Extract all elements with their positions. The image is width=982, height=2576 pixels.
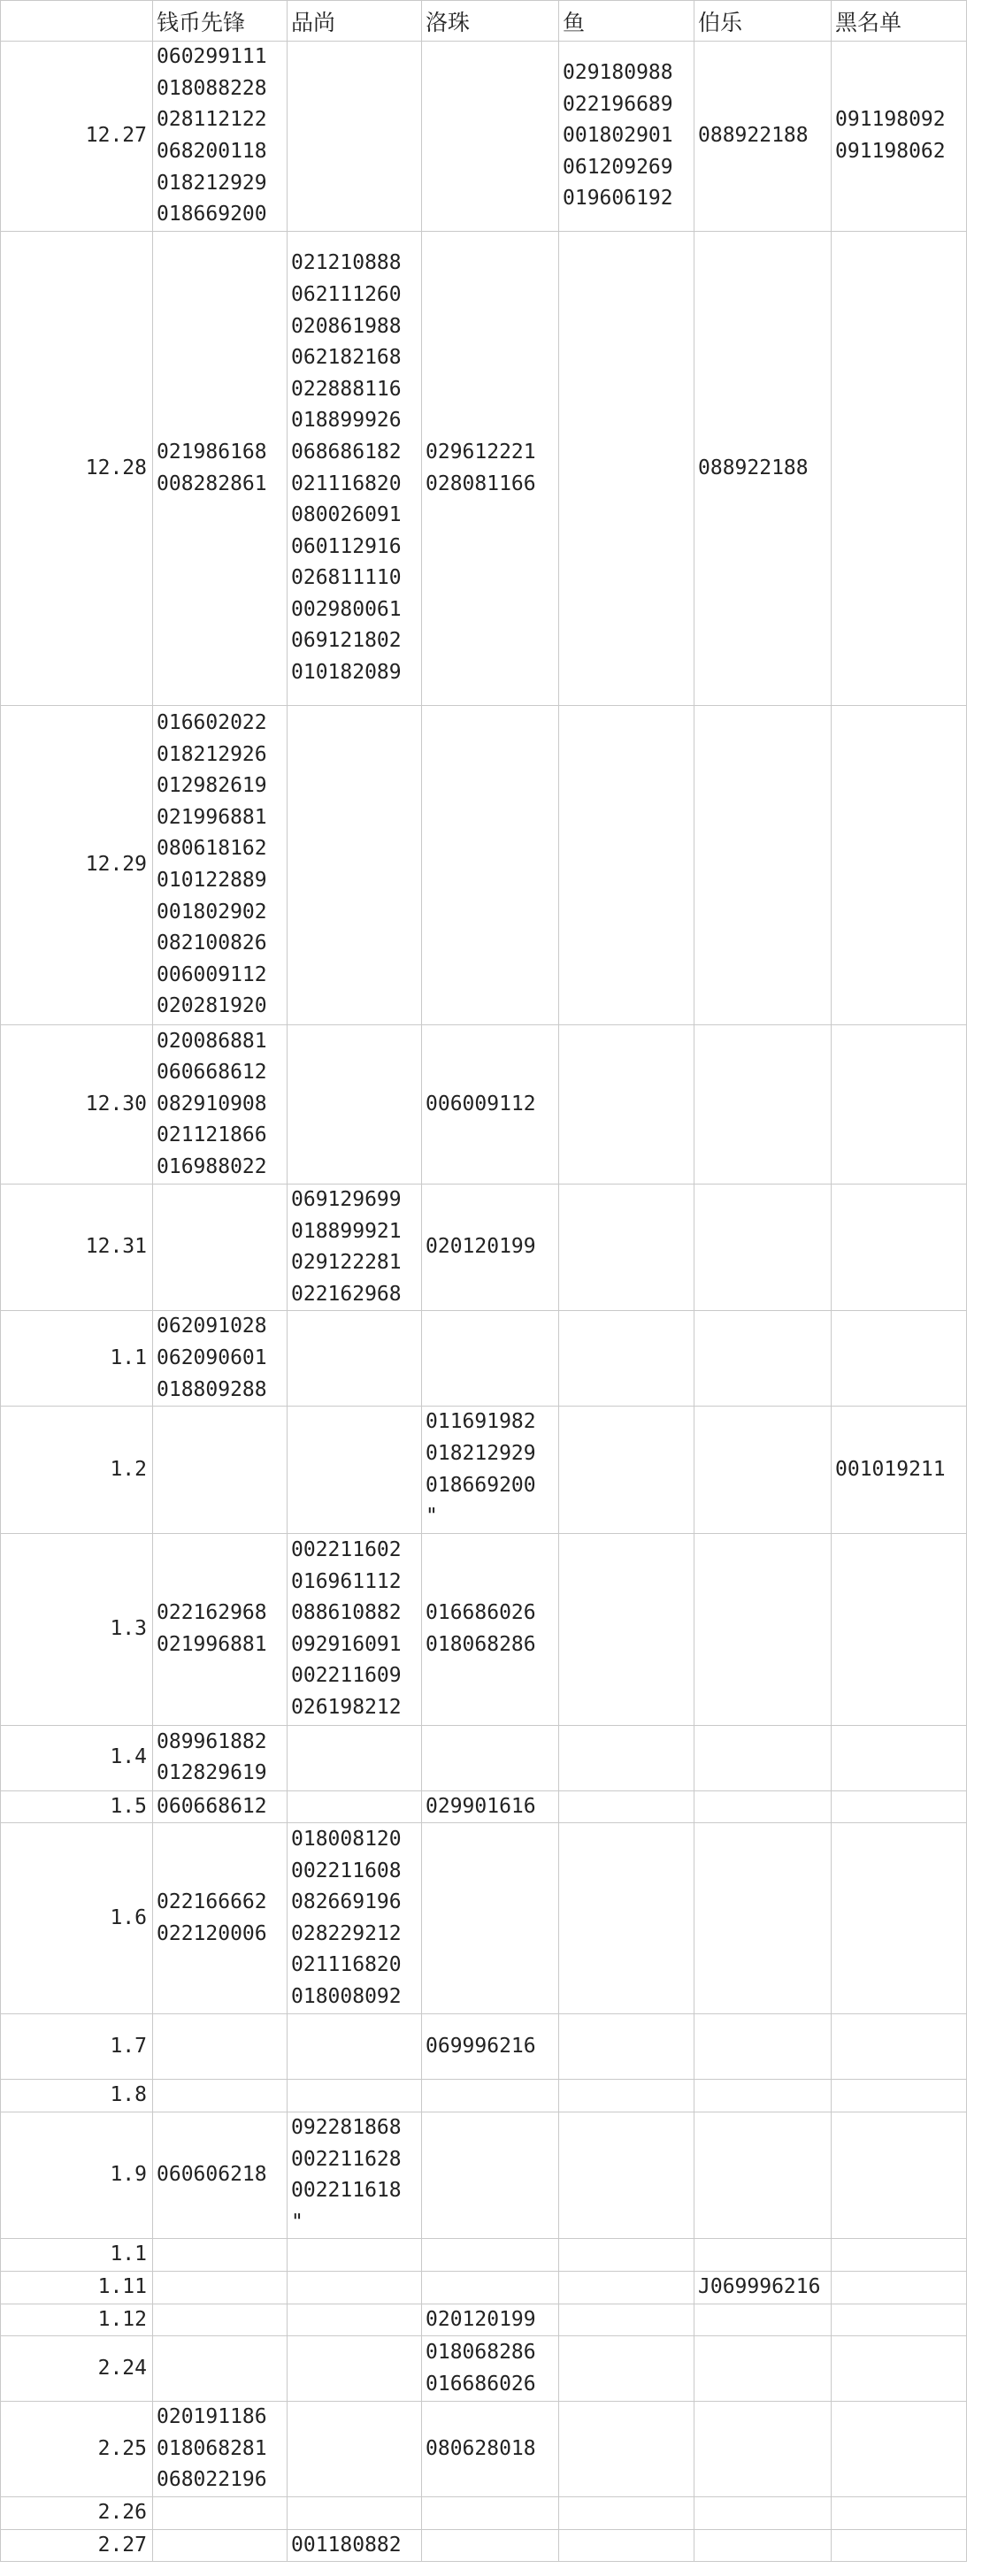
table-row bbox=[1, 232, 967, 706]
cell-text: 018008120 002211608 082669196 028229212 021116820 018008092 bbox=[291, 1828, 402, 2009]
cell-qianbi[interactable] bbox=[153, 1184, 288, 1311]
cell-pinshang[interactable] bbox=[288, 2271, 422, 2304]
cell-blacklist[interactable] bbox=[832, 1533, 967, 1725]
cell-pinshang[interactable] bbox=[288, 2304, 422, 2336]
table-row bbox=[1, 42, 967, 232]
cell-luozhu[interactable] bbox=[422, 706, 559, 1025]
row-date[interactable]: 2.24 bbox=[1, 2336, 153, 2402]
table-row bbox=[1, 2304, 967, 2336]
cell-text: 069129699 018899921 029122281 022162968 bbox=[291, 1188, 402, 1306]
cell-pinshang[interactable] bbox=[288, 2336, 422, 2402]
cell-text: 089961882 012829619 bbox=[157, 1729, 267, 1785]
cell-blacklist[interactable] bbox=[832, 1025, 967, 1184]
cell-blacklist[interactable] bbox=[832, 2529, 967, 2562]
table-row bbox=[1, 1025, 967, 1184]
row-date[interactable]: 1.12 bbox=[1, 2304, 153, 2336]
row-date[interactable]: 1.1 bbox=[1, 2239, 153, 2272]
cell-pinshang[interactable] bbox=[288, 2497, 422, 2530]
cell-text: 016686026 018068286 bbox=[426, 1601, 536, 1656]
cell-text: 060668612 bbox=[157, 1794, 267, 1818]
cell-text: 092281868 002211628 002211618 " bbox=[291, 2115, 402, 2234]
header-row bbox=[1, 1, 967, 42]
cell-yu[interactable] bbox=[559, 1311, 694, 1407]
cell-blacklist[interactable] bbox=[832, 2014, 967, 2080]
row-date[interactable]: 1.9 bbox=[1, 2112, 153, 2238]
cell-text: 020086881 060668612 082910908 021121866 016988022 bbox=[157, 1029, 267, 1178]
cell-qianbi[interactable] bbox=[153, 1311, 288, 1407]
cell-blacklist[interactable] bbox=[832, 1184, 967, 1311]
table-row bbox=[1, 2529, 967, 2562]
table-row bbox=[1, 2014, 967, 2080]
cell-text: 029901616 bbox=[426, 1794, 536, 1818]
column-header-bole: 伯乐 bbox=[694, 1, 832, 42]
cell-qianbi[interactable] bbox=[153, 2529, 288, 2562]
cell-text: 020120199 bbox=[426, 1235, 536, 1259]
cell-pinshang[interactable] bbox=[288, 42, 422, 232]
cell-luozhu[interactable] bbox=[422, 2271, 559, 2304]
cell-yu[interactable] bbox=[559, 2271, 694, 2304]
column-header-yu: 鱼 bbox=[559, 1, 694, 42]
cell-pinshang[interactable] bbox=[288, 1025, 422, 1184]
cell-luozhu[interactable] bbox=[422, 2080, 559, 2112]
cell-pinshang[interactable] bbox=[288, 1725, 422, 1790]
cell-blacklist[interactable] bbox=[832, 2271, 967, 2304]
cell-qianbi[interactable] bbox=[153, 1533, 288, 1725]
cell-text: J069996216 bbox=[698, 2274, 821, 2298]
cell-luozhu[interactable] bbox=[422, 2497, 559, 2530]
cell-qianbi[interactable] bbox=[153, 1025, 288, 1184]
cell-text: 022166662 022120006 bbox=[157, 1890, 267, 1945]
cell-text: 020191186 018068281 068022196 bbox=[157, 2405, 267, 2492]
cell-bole[interactable] bbox=[694, 1407, 832, 1533]
row-date[interactable]: 1.2 bbox=[1, 1407, 153, 1533]
cell-blacklist[interactable] bbox=[832, 2239, 967, 2272]
cell-qianbi[interactable] bbox=[153, 1790, 288, 1823]
row-date[interactable]: 1.11 bbox=[1, 2271, 153, 2304]
cell-yu[interactable] bbox=[559, 1790, 694, 1823]
cell-bole[interactable] bbox=[694, 2497, 832, 2530]
cell-pinshang[interactable] bbox=[288, 1407, 422, 1533]
cell-qianbi[interactable] bbox=[153, 1407, 288, 1533]
cell-yu[interactable] bbox=[559, 42, 694, 232]
table-body bbox=[1, 42, 967, 2562]
cell-pinshang[interactable] bbox=[288, 232, 422, 706]
cell-pinshang[interactable] bbox=[288, 706, 422, 1025]
cell-text: 018068286 016686026 bbox=[426, 2341, 536, 2396]
cell-text: 069996216 bbox=[426, 2035, 536, 2058]
cell-bole[interactable] bbox=[694, 2014, 832, 2080]
cell-bole[interactable] bbox=[694, 2402, 832, 2497]
row-date[interactable]: 1.3 bbox=[1, 1533, 153, 1725]
cell-blacklist[interactable] bbox=[832, 1790, 967, 1823]
row-date[interactable]: 1.6 bbox=[1, 1823, 153, 2014]
table-row bbox=[1, 1725, 967, 1790]
cell-text: 001019211 bbox=[835, 1457, 946, 1481]
cell-bole[interactable] bbox=[694, 1533, 832, 1725]
cell-pinshang[interactable] bbox=[288, 2080, 422, 2112]
cell-pinshang[interactable] bbox=[288, 2014, 422, 2080]
cell-bole[interactable] bbox=[694, 42, 832, 232]
cell-text: 060299111 018088228 028112122 068200118 018212929 018669200 bbox=[157, 45, 267, 226]
cell-qianbi[interactable] bbox=[153, 2080, 288, 2112]
cell-text: 016602022 018212926 012982619 021996881 080618162 010122889 001802902 082100826 006009112 020281920 bbox=[157, 711, 267, 1018]
table-row bbox=[1, 2402, 967, 2497]
cell-bole[interactable] bbox=[694, 1790, 832, 1823]
cell-bole[interactable] bbox=[694, 2112, 832, 2238]
cell-text: 060606218 bbox=[157, 2163, 267, 2187]
cell-bole[interactable] bbox=[694, 1311, 832, 1407]
cell-yu[interactable] bbox=[559, 2304, 694, 2336]
cell-yu[interactable] bbox=[559, 1184, 694, 1311]
table-row bbox=[1, 2271, 967, 2304]
cell-yu[interactable] bbox=[559, 2014, 694, 2080]
cell-luozhu[interactable] bbox=[422, 1823, 559, 2014]
table-row bbox=[1, 1790, 967, 1823]
cell-bole[interactable] bbox=[694, 232, 832, 706]
cell-blacklist[interactable] bbox=[832, 1407, 967, 1533]
cell-qianbi[interactable] bbox=[153, 1725, 288, 1790]
column-header-qianbi: 钱币先锋 bbox=[153, 1, 288, 42]
cell-pinshang[interactable] bbox=[288, 1533, 422, 1725]
cell-luozhu[interactable] bbox=[422, 2014, 559, 2080]
row-date[interactable]: 12.28 bbox=[1, 232, 153, 706]
cell-text: 091198092 091198062 bbox=[835, 108, 946, 163]
cell-text: 080628018 bbox=[426, 2436, 536, 2460]
cell-pinshang[interactable] bbox=[288, 1790, 422, 1823]
cell-luozhu[interactable] bbox=[422, 2239, 559, 2272]
cell-text: 062091028 062090601 018809288 bbox=[157, 1315, 267, 1401]
cell-blacklist[interactable] bbox=[832, 2402, 967, 2497]
cell-qianbi[interactable] bbox=[153, 706, 288, 1025]
cell-luozhu[interactable] bbox=[422, 1025, 559, 1184]
cell-yu[interactable] bbox=[559, 1533, 694, 1725]
table-row bbox=[1, 2080, 967, 2112]
table-row bbox=[1, 2497, 967, 2530]
table-row bbox=[1, 1184, 967, 1311]
cell-blacklist[interactable] bbox=[832, 2080, 967, 2112]
cell-luozhu[interactable] bbox=[422, 42, 559, 232]
cell-pinshang[interactable] bbox=[288, 2239, 422, 2272]
cell-blacklist[interactable] bbox=[832, 2497, 967, 2530]
cell-yu[interactable] bbox=[559, 2529, 694, 2562]
cell-qianbi[interactable] bbox=[153, 232, 288, 706]
cell-luozhu[interactable] bbox=[422, 1790, 559, 1823]
cell-yu[interactable] bbox=[559, 2402, 694, 2497]
row-date[interactable]: 12.29 bbox=[1, 706, 153, 1025]
cell-qianbi[interactable] bbox=[153, 2402, 288, 2497]
row-date[interactable]: 1.5 bbox=[1, 1790, 153, 1823]
cell-bole[interactable] bbox=[694, 1725, 832, 1790]
cell-pinshang[interactable] bbox=[288, 1184, 422, 1311]
cell-yu[interactable] bbox=[559, 1407, 694, 1533]
cell-bole[interactable] bbox=[694, 2336, 832, 2402]
row-date[interactable]: 1.4 bbox=[1, 1725, 153, 1790]
row-date[interactable]: 1.7 bbox=[1, 2014, 153, 2080]
cell-luozhu[interactable] bbox=[422, 1311, 559, 1407]
cell-text: 011691982 018212929 018669200 " bbox=[426, 1410, 536, 1529]
cell-pinshang[interactable] bbox=[288, 2529, 422, 2562]
cell-luozhu[interactable] bbox=[422, 2304, 559, 2336]
cell-qianbi[interactable] bbox=[153, 2014, 288, 2080]
cell-bole[interactable] bbox=[694, 2271, 832, 2304]
cell-yu[interactable] bbox=[559, 706, 694, 1025]
cell-qianbi[interactable] bbox=[153, 2304, 288, 2336]
row-date[interactable]: 1.8 bbox=[1, 2080, 153, 2112]
cell-qianbi[interactable] bbox=[153, 2112, 288, 2238]
cell-text: 002211602 016961112 088610882 092916091 002211609 026198212 bbox=[291, 1537, 402, 1719]
date-header bbox=[1, 1, 153, 42]
cell-pinshang[interactable] bbox=[288, 1823, 422, 2014]
row-date[interactable]: 2.26 bbox=[1, 2497, 153, 2530]
row-date[interactable]: 2.25 bbox=[1, 2402, 153, 2497]
cell-bole[interactable] bbox=[694, 2304, 832, 2336]
cell-qianbi[interactable] bbox=[153, 42, 288, 232]
cell-bole[interactable] bbox=[694, 2529, 832, 2562]
cell-pinshang[interactable] bbox=[288, 1311, 422, 1407]
cell-text: 021986168 008282861 bbox=[157, 440, 267, 495]
cell-luozhu[interactable] bbox=[422, 2112, 559, 2238]
cell-text: 029180988 022196689 001802901 061209269 019606192 bbox=[563, 61, 673, 211]
cell-text: 022162968 021996881 bbox=[157, 1601, 267, 1656]
cell-yu[interactable] bbox=[559, 2497, 694, 2530]
cell-bole[interactable] bbox=[694, 2239, 832, 2272]
cell-qianbi[interactable] bbox=[153, 2239, 288, 2272]
cell-luozhu[interactable] bbox=[422, 232, 559, 706]
cell-luozhu[interactable] bbox=[422, 1184, 559, 1311]
table-row bbox=[1, 2239, 967, 2272]
cell-yu[interactable] bbox=[559, 1725, 694, 1790]
cell-pinshang[interactable] bbox=[288, 2112, 422, 2238]
cell-text: 088922188 bbox=[698, 456, 809, 479]
cell-text: 029612221 028081166 bbox=[426, 440, 536, 495]
cell-yu[interactable] bbox=[559, 1025, 694, 1184]
cell-text: 021210888 062111260 020861988 062182168 022888116 018899926 068686182 021116820 080026091 060112916 026811110 002980061 069121802 010182089 bbox=[291, 251, 402, 685]
cell-luozhu[interactable] bbox=[422, 2402, 559, 2497]
cell-yu[interactable] bbox=[559, 2239, 694, 2272]
cell-blacklist[interactable] bbox=[832, 2336, 967, 2402]
cell-blacklist[interactable] bbox=[832, 2304, 967, 2336]
cell-yu[interactable] bbox=[559, 2080, 694, 2112]
table-row bbox=[1, 2112, 967, 2238]
cell-bole[interactable] bbox=[694, 706, 832, 1025]
cell-luozhu[interactable] bbox=[422, 1725, 559, 1790]
cell-blacklist[interactable] bbox=[832, 1725, 967, 1790]
cell-qianbi[interactable] bbox=[153, 2497, 288, 2530]
table-row bbox=[1, 1533, 967, 1725]
cell-blacklist[interactable] bbox=[832, 2112, 967, 2238]
cell-yu[interactable] bbox=[559, 232, 694, 706]
cell-text: 020120199 bbox=[426, 2307, 536, 2331]
cell-text: 006009112 bbox=[426, 1092, 536, 1116]
column-header-luozhu: 洛珠 bbox=[422, 1, 559, 42]
table-row bbox=[1, 2336, 967, 2402]
table-row bbox=[1, 1823, 967, 2014]
cell-yu[interactable] bbox=[559, 2336, 694, 2402]
cell-pinshang[interactable] bbox=[288, 2402, 422, 2497]
cell-luozhu[interactable] bbox=[422, 2529, 559, 2562]
cell-luozhu[interactable] bbox=[422, 1407, 559, 1533]
cell-qianbi[interactable] bbox=[153, 1823, 288, 2014]
cell-bole[interactable] bbox=[694, 2080, 832, 2112]
cell-yu[interactable] bbox=[559, 1823, 694, 2014]
cell-qianbi[interactable] bbox=[153, 2271, 288, 2304]
cell-bole[interactable] bbox=[694, 1025, 832, 1184]
cell-blacklist[interactable] bbox=[832, 1311, 967, 1407]
cell-luozhu[interactable] bbox=[422, 2336, 559, 2402]
row-date[interactable]: 2.27 bbox=[1, 2529, 153, 2562]
column-header-blacklist: 黑名单 bbox=[832, 1, 967, 42]
cell-blacklist[interactable] bbox=[832, 706, 967, 1025]
row-date[interactable]: 12.30 bbox=[1, 1025, 153, 1184]
cell-text: 088922188 bbox=[698, 124, 809, 148]
cell-yu[interactable] bbox=[559, 2112, 694, 2238]
table-row bbox=[1, 1311, 967, 1407]
cell-blacklist[interactable] bbox=[832, 232, 967, 706]
row-date[interactable]: 12.31 bbox=[1, 1184, 153, 1311]
cell-blacklist[interactable] bbox=[832, 42, 967, 232]
table-row bbox=[1, 706, 967, 1025]
row-date[interactable]: 12.27 bbox=[1, 42, 153, 232]
table-row bbox=[1, 1407, 967, 1533]
cell-text: 001180882 bbox=[291, 2533, 402, 2557]
cell-bole[interactable] bbox=[694, 1823, 832, 2014]
cell-blacklist[interactable] bbox=[832, 1823, 967, 2014]
column-header-pinshang: 品尚 bbox=[288, 1, 422, 42]
cell-luozhu[interactable] bbox=[422, 1533, 559, 1725]
cell-bole[interactable] bbox=[694, 1184, 832, 1311]
row-date[interactable]: 1.1 bbox=[1, 1311, 153, 1407]
cell-qianbi[interactable] bbox=[153, 2336, 288, 2402]
